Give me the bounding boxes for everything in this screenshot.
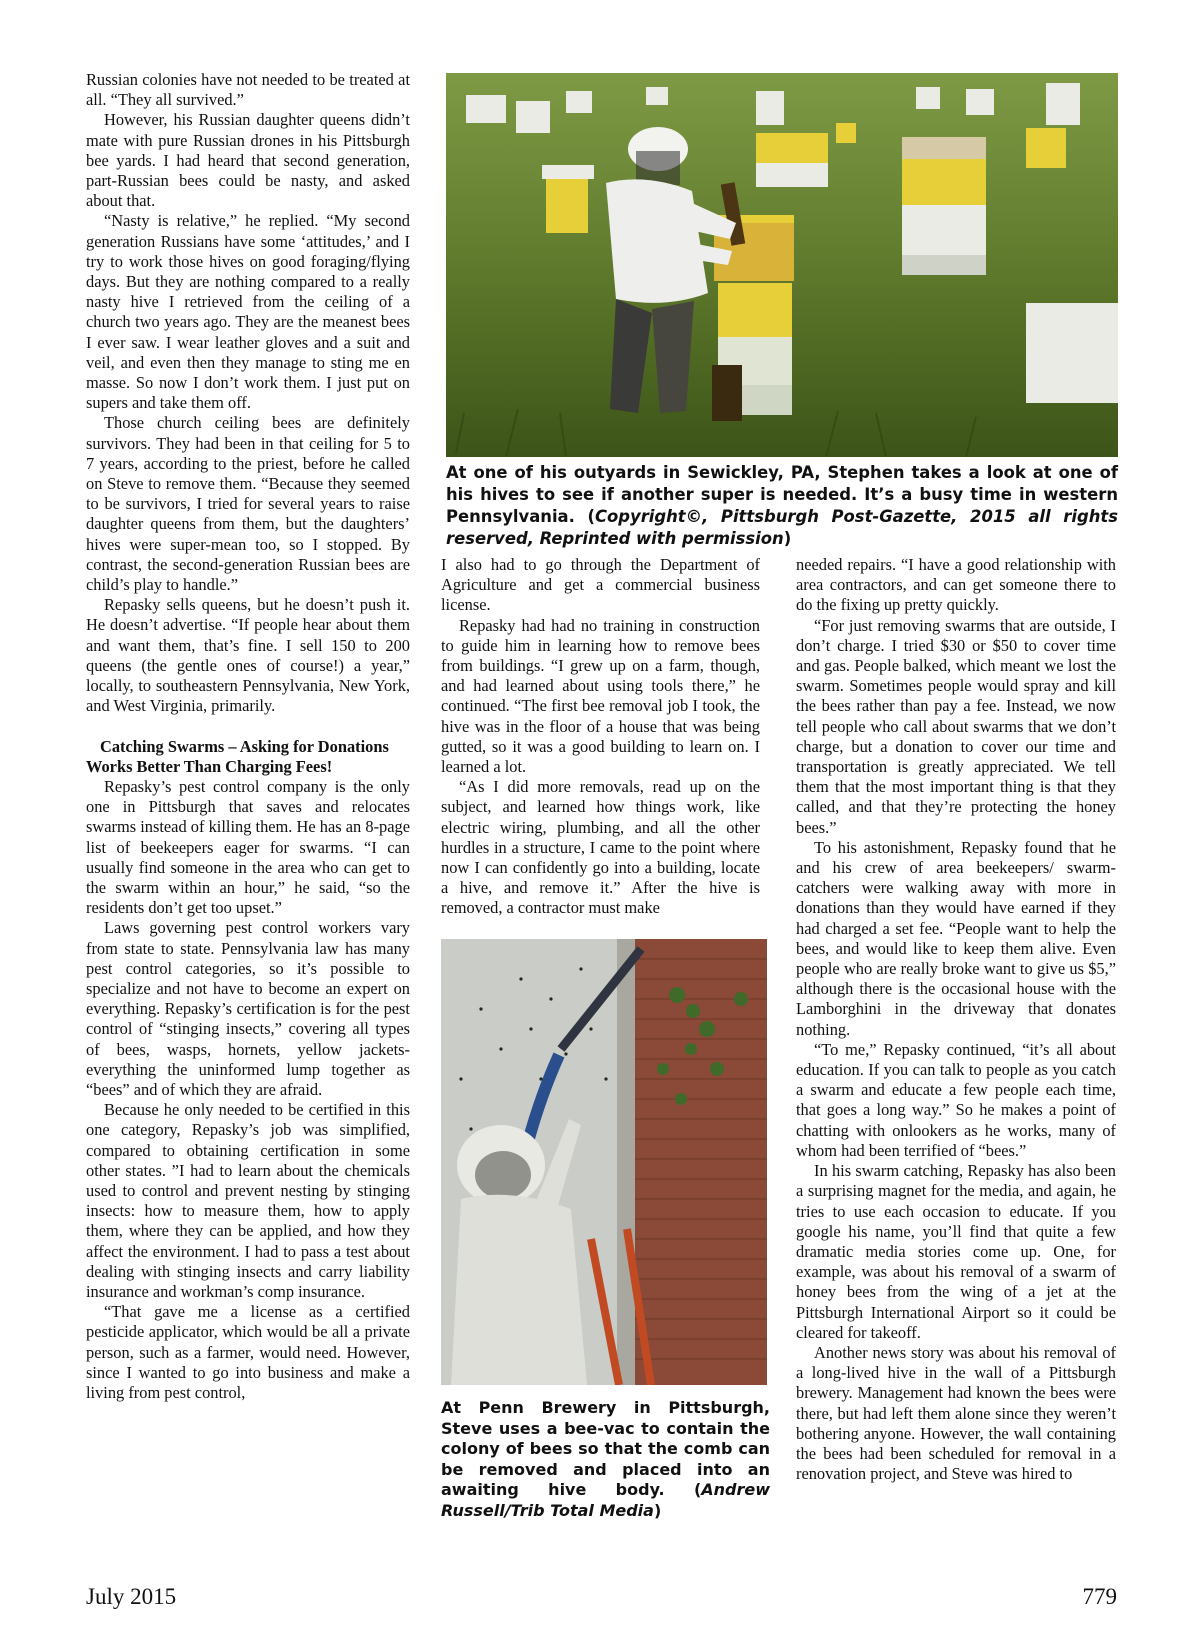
paragraph: I also had to go through the Department of Agriculture and get a commercial business license.	[441, 555, 760, 615]
paragraph: “Nasty is relative,” he replied. “My second generation Russians have some ‘attitudes,’ and I try to work those hives on good foraging/flying days. But they are nothing compared to a really nasty hive I retrieved from the ceiling of a church two years ago. They are the meanest bees I ever saw. I wear leather gloves and a suit and veil, and even then they manage to sting me en masse. So now I don’t work them. I just put on supers and take them off.	[86, 211, 410, 413]
paragraph: Because he only needed to be certified in this one category, Repasky’s job was simplified, compared to obtaining certification in some other states. ”I had to learn about the chemicals used to control and prevent nesting by stinging insects: how to measure them, how to apply them, where they can be applied, and how they affect the environment. I had to pass a test about dealing with stinging insects and carry liability insurance and workman’s comp insurance.	[86, 1100, 410, 1301]
caption-text: At Penn Brewery in Pittsburgh, Steve uses a bee-vac to contain the colony of bees so that the comb can be removed and placed into an awaiting hive body. (	[441, 1398, 770, 1499]
paragraph: In his swarm catching, Repasky has also been a surprising magnet for the media, and again, he tries to use each occasion to educate. If you google his name, you’ll find that quite a few dramatic media stories come up. One, for example, was about his removal of a swarm of honey bees from the wing of a jet at the Pittsburgh International Airport so it could be cleared for takeoff.	[796, 1161, 1116, 1342]
paragraph: Repasky’s pest control company is the only one in Pittsburgh that saves and relocates swarms instead of killing them. He has an 8-page list of beekeepers eager for swarms. “I can usually find someone in the area who can get to the swarm within an hour,” he said, “so the residents don’t get too upset.”	[86, 776, 410, 918]
photo-caption-outyard	[446, 462, 1118, 550]
paragraph: Repasky had had no training in construction to guide him in learning how to remove bees from buildings. “I grew up on a farm, though, and had learned about using tools there,” he continued. “The first bee removal job I took, the hive was in the floor of a house that was being gutted, so it was a good building to learn on. I learned a lot.	[441, 615, 760, 777]
paragraph: However, his Russian daughter queens didn’t mate with pure Russian drones in his Pittsburgh bee yards. I had heard that second generation, part-Russian bees could be nasty, and asked about that.	[86, 110, 410, 211]
paragraph: “As I did more removals, read up on the subject, and learned how things work, like electric wiring, plumbing, and all the other hurdles in a structure, I came to the point where now I can confidently go into a building, locate a hive, and remove it.” After the hive is removed, a contractor must make	[441, 777, 760, 918]
caption-text: At one of his outyards in Sewickley, PA, Stephen takes a look at one of his hives to see if another super is needed. It’s a busy time in western Pennsylvania. (	[446, 463, 1118, 526]
article-column-right	[796, 555, 1116, 1484]
section-heading: Catching Swarms – Asking for Donations Works Better Than Charging Fees!	[86, 736, 389, 776]
paragraph: needed repairs. “I have a good relationship with area contractors, and can get someone there to do the fixing up pretty quickly.	[796, 555, 1116, 615]
paragraph: “For just removing swarms that are outside, I don’t charge. I tried $30 or $50 to cover time and gas. People balked, which meant we lost the swarm. Sometimes people would spray and kill the bees rather than pay a fee. Instead, we now tell people who call about swarms that we don’t charge, but a donation to cover our time and transportation is greatly appreciated. We tell them that the most important thing is that they called, and that they’re protecting the honey bees.”	[796, 615, 1116, 837]
paragraph: Russian colonies have not needed to be treated at all. “They all survived.”	[86, 70, 410, 110]
footer-date: July 2015	[86, 1584, 177, 1609]
paragraph: Repasky sells queens, but he doesn’t push it. He doesn’t advertise. “If people hear about them and want them, that’s fine. I sell 150 to 200 queens (the gentle ones of course!) a year,” locally, to southeastern Pennsylvania, New York, and West Virginia, primarily.	[86, 595, 410, 716]
caption-credit: Andrew Russell/Trib Total Media	[441, 1480, 770, 1520]
photo-caption-brewery	[441, 1398, 770, 1521]
paragraph: “That gave me a license as a certified pesticide applicator, which would be all a private person, such as a farmer, would need. However, since I wanted to go into business and make a living from pest control,	[86, 1302, 410, 1402]
caption-credit: Copyright©, Pittsburgh Post-Gazette, 2015 all rights reserved, Reprinted with permission	[446, 507, 1118, 548]
article-column-left	[86, 70, 410, 1403]
paragraph: Laws governing pest control workers vary from state to state. Pennsylvania law has many pest control categories, so it’s possible to specialize and not have to become an expert on everything. Repasky’s certification is for the pest control of “stinging insects,” covering all types of bees, wasps, hornets, yellow jackets- everything the uninformed lump together as “bees” and of which they are afraid.	[86, 918, 410, 1099]
caption-text-end: )	[783, 529, 792, 548]
paragraph: Those church ceiling bees are definitely survivors. They had been in that ceiling for 5 to 7 years, according to the priest, before he called on Steve to remove them. “Because they seemed to be survivors, I tried for several years to raise daughter queens from them, but the daughters’ hives were super-mean too, so I stopped. By contrast, the second-generation Russian bees are child’s play to handle.”	[86, 413, 410, 595]
photo-beekeeper-outyard	[446, 73, 1118, 457]
page-number: 779	[1082, 1584, 1117, 1609]
paragraph: “To me,” Repasky continued, “it’s all about education. If you can talk to people as you catch a swarm and educate a few people each time, that goes a long way.” So he makes a point of chatting with onlookers as he works, many of whom had been terrified of “bees.”	[796, 1039, 1116, 1160]
photo-bee-vac-brewery	[441, 939, 767, 1385]
paragraph: To his astonishment, Repasky found that he and his crew of area beekeepers/ swarm-catchers were walking away with more in donations than they would have earned if they had charged a set fee. “People want to help the bees, and would like to keep them alive. Even people who are really broke want to give us $5,” although there is the occasional house with the Lamborghini in the driveway that donates nothing.	[796, 837, 1116, 1039]
caption-text-end: )	[653, 1500, 662, 1520]
article-column-middle	[441, 555, 760, 919]
paragraph: Another news story was about his removal of a long-lived hive in the wall of a Pittsburgh brewery. Management had known the bees were there, but had left them alone since they weren’t bothering anyone. However, the wall containing the bees had been scheduled for removal in a renovation project, and Steve was hired to	[796, 1342, 1116, 1484]
